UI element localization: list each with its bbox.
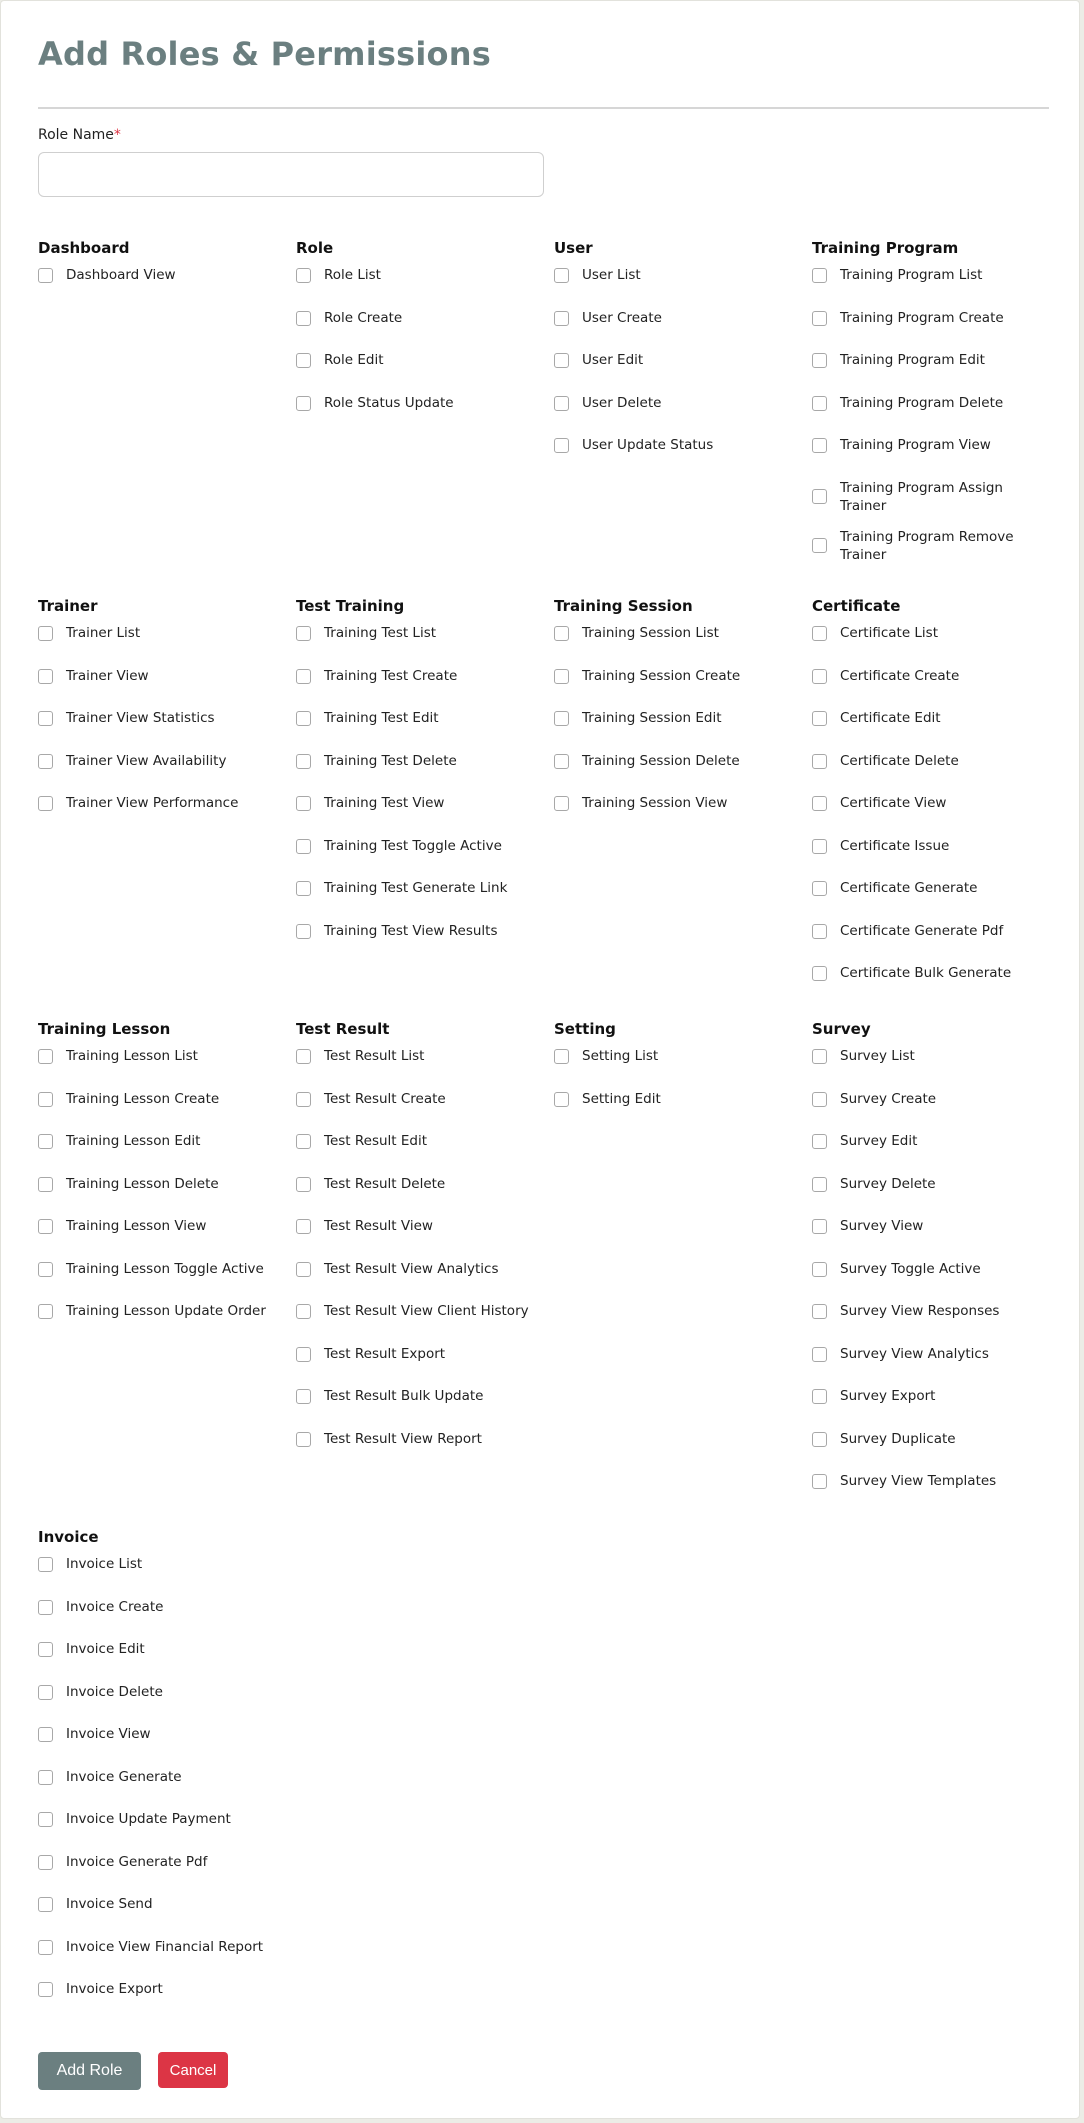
permission-item-test-result-delete[interactable]: [296, 1175, 546, 1193]
permission-item-survey-toggle-active[interactable]: [812, 1260, 1062, 1278]
permission-checkbox[interactable]: [38, 1177, 53, 1192]
permission-label: Role Status Update: [324, 394, 454, 411]
group-title: Invoice: [38, 1528, 99, 1546]
permission-item-invoice-view-financial-report[interactable]: [38, 1938, 288, 1956]
permission-checkbox[interactable]: [296, 311, 311, 326]
permission-checkbox[interactable]: [38, 796, 53, 811]
permission-item-setting-list[interactable]: [554, 1047, 804, 1065]
permission-label: Training Session Edit: [582, 710, 722, 726]
permission-label: Training Lesson View: [66, 1218, 207, 1234]
page-title: Add Roles & Permissions: [38, 35, 491, 73]
permission-label: Test Result Edit: [324, 1133, 428, 1149]
permission-item-certificate-edit[interactable]: [812, 709, 1062, 727]
permission-label: Training Lesson Toggle Active: [66, 1260, 264, 1277]
permission-item-invoice-export[interactable]: [38, 1980, 288, 1998]
permission-label: Dashboard View: [66, 267, 176, 283]
role-name-input[interactable]: [38, 152, 544, 197]
permission-checkbox[interactable]: [296, 711, 311, 726]
group-title: Training Lesson: [38, 1020, 171, 1038]
permission-item-test-result-view-client-history[interactable]: [296, 1302, 546, 1320]
permission-label: Invoice Update Payment: [66, 1811, 231, 1827]
permission-label: Invoice Export: [66, 1981, 163, 1997]
permission-checkbox[interactable]: [296, 396, 311, 411]
permission-item-training-lesson-list[interactable]: [38, 1047, 288, 1065]
permission-item-training-lesson-toggle-active[interactable]: [38, 1260, 288, 1278]
permission-label: Role Create: [324, 309, 403, 326]
permission-item-training-lesson-edit[interactable]: [38, 1132, 288, 1150]
permission-label: Training Test Create: [324, 667, 458, 684]
permission-checkbox[interactable]: [296, 1262, 311, 1277]
permission-checkbox[interactable]: [812, 311, 827, 326]
permission-label: Certificate View: [840, 795, 947, 811]
permission-item-test-result-edit[interactable]: [296, 1132, 546, 1150]
permission-item-training-program-remove-trainer[interactable]: [812, 528, 1062, 564]
permission-group-invoice: [38, 1528, 288, 1997]
permission-label: Training Program Edit: [840, 352, 985, 368]
permission-label: Survey Duplicate: [840, 1430, 956, 1447]
permission-item-survey-duplicate[interactable]: [812, 1430, 1062, 1448]
permission-label: Training Test View Results: [324, 922, 498, 939]
permission-item-training-session-create[interactable]: [554, 667, 804, 685]
permission-checkbox[interactable]: [38, 1092, 53, 1107]
permission-item-training-program-assign-trainer[interactable]: [812, 479, 1062, 515]
permission-label: Survey View Responses: [840, 1303, 1000, 1319]
permission-item-training-lesson-delete[interactable]: [38, 1175, 288, 1193]
permission-item-survey-view-responses[interactable]: [812, 1302, 1062, 1320]
permission-checkbox[interactable]: [38, 669, 53, 684]
permission-item-setting-edit[interactable]: [554, 1090, 804, 1108]
permission-item-certificate-generate[interactable]: [812, 879, 1062, 897]
permission-item-user-edit[interactable]: [554, 351, 804, 369]
permission-label: Training Test List: [324, 625, 437, 641]
permission-label: Survey View: [840, 1218, 924, 1234]
group-title: Training Session: [554, 597, 693, 615]
group-title: Dashboard: [38, 239, 130, 257]
permission-label: Survey View Templates: [840, 1473, 997, 1489]
permission-item-training-program-list[interactable]: [812, 266, 1062, 284]
permission-item-invoice-generate[interactable]: [38, 1768, 288, 1786]
permission-group-training-session: [554, 597, 804, 811]
permission-label: Certificate Generate Pdf: [840, 922, 1004, 939]
permission-label: Training Lesson List: [66, 1048, 198, 1064]
permission-item-user-delete[interactable]: [554, 394, 804, 412]
permission-label: Training Program Delete: [840, 394, 1004, 411]
permission-checkbox[interactable]: [554, 669, 569, 684]
permission-item-training-program-view[interactable]: [812, 436, 1062, 454]
permission-checkbox[interactable]: [38, 1940, 53, 1955]
permission-item-invoice-generate-pdf[interactable]: [38, 1853, 288, 1871]
permission-item-test-result-create[interactable]: [296, 1090, 546, 1108]
permission-checkbox[interactable]: [296, 1134, 311, 1149]
permission-checkbox[interactable]: [296, 1432, 311, 1447]
permission-checkbox[interactable]: [812, 754, 827, 769]
permission-label: Invoice View Financial Report: [66, 1938, 264, 1955]
permission-item-survey-create[interactable]: [812, 1090, 1062, 1108]
permission-checkbox[interactable]: [296, 626, 311, 641]
permission-item-training-test-toggle-active[interactable]: [296, 837, 546, 855]
permission-item-invoice-edit[interactable]: [38, 1640, 288, 1658]
permission-item-training-session-edit[interactable]: [554, 709, 804, 727]
permission-label: Training Session View: [582, 795, 728, 811]
permission-checkbox[interactable]: [812, 438, 827, 453]
permission-checkbox[interactable]: [812, 396, 827, 411]
permission-checkbox[interactable]: [554, 268, 569, 283]
permission-item-training-session-delete[interactable]: [554, 752, 804, 770]
permission-label: Training Program List: [840, 267, 983, 283]
permission-checkbox[interactable]: [812, 1262, 827, 1277]
permission-item-invoice-list[interactable]: [38, 1555, 288, 1573]
permission-label: Survey View Analytics: [840, 1345, 989, 1362]
permission-label: User Update Status: [582, 437, 714, 453]
permission-checkbox[interactable]: [38, 1134, 53, 1149]
group-title: Test Training: [296, 597, 405, 615]
group-title: Survey: [812, 1020, 871, 1038]
permission-item-invoice-send[interactable]: [38, 1895, 288, 1913]
permission-checkbox[interactable]: [38, 1049, 53, 1064]
role-name-label: [38, 127, 121, 143]
permission-checkbox[interactable]: [296, 796, 311, 811]
permission-checkbox[interactable]: [38, 1600, 53, 1615]
permission-item-training-test-edit[interactable]: [296, 709, 546, 727]
permission-item-survey-view-templates[interactable]: [812, 1472, 1062, 1490]
permission-checkbox[interactable]: [812, 538, 827, 553]
permission-item-trainer-view-performance[interactable]: [38, 794, 288, 812]
permission-item-survey-view[interactable]: [812, 1217, 1062, 1235]
permission-checkbox[interactable]: [296, 669, 311, 684]
permission-checkbox[interactable]: [812, 924, 827, 939]
permission-checkbox[interactable]: [812, 796, 827, 811]
permission-checkbox[interactable]: [296, 1347, 311, 1362]
permission-checkbox[interactable]: [554, 396, 569, 411]
permission-group-test-training: [296, 597, 546, 939]
permission-checkbox[interactable]: [296, 754, 311, 769]
permission-label: Trainer View Statistics: [66, 710, 215, 726]
permission-label: Training Lesson Edit: [66, 1133, 201, 1149]
permission-checkbox[interactable]: [38, 1642, 53, 1657]
permission-checkbox[interactable]: [812, 626, 827, 641]
permission-label: Invoice Send: [66, 1896, 153, 1912]
permission-item-survey-edit[interactable]: [812, 1132, 1062, 1150]
permission-label: Survey Toggle Active: [840, 1260, 981, 1277]
permission-item-certificate-generate-pdf[interactable]: [812, 922, 1062, 940]
permission-group-role: [296, 239, 546, 411]
permission-label: Test Result List: [324, 1048, 425, 1064]
permission-item-training-test-list[interactable]: [296, 624, 546, 642]
permission-label: User Edit: [582, 352, 644, 368]
permission-checkbox[interactable]: [812, 268, 827, 283]
permission-group-setting: [554, 1020, 804, 1107]
permission-item-role-status-update[interactable]: [296, 394, 546, 412]
permission-label: Training Program Remove Trainer: [840, 529, 1014, 563]
permission-label: Trainer View Performance: [66, 795, 239, 811]
permission-checkbox[interactable]: [812, 489, 827, 504]
permission-group-survey: [812, 1020, 1062, 1489]
permission-checkbox[interactable]: [296, 1219, 311, 1234]
group-title: Setting: [554, 1020, 616, 1038]
permission-label: Invoice View: [66, 1726, 151, 1742]
permission-item-training-lesson-create[interactable]: [38, 1090, 288, 1108]
permission-label: Certificate Issue: [840, 837, 950, 854]
permission-checkbox[interactable]: [38, 711, 53, 726]
permission-label: Survey List: [840, 1048, 915, 1064]
permission-checkbox[interactable]: [296, 1389, 311, 1404]
permission-label: Invoice Delete: [66, 1683, 163, 1700]
permission-label: Training Session Create: [582, 667, 741, 684]
permission-checkbox[interactable]: [812, 966, 827, 981]
permission-label: Trainer List: [66, 625, 141, 641]
permission-checkbox[interactable]: [812, 1389, 827, 1404]
permission-checkbox[interactable]: [812, 669, 827, 684]
permission-item-training-program-delete[interactable]: [812, 394, 1062, 412]
permission-label: User List: [582, 267, 641, 283]
permission-checkbox[interactable]: [296, 1304, 311, 1319]
permission-checkbox[interactable]: [812, 1219, 827, 1234]
permission-item-survey-list[interactable]: [812, 1047, 1062, 1065]
permission-checkbox[interactable]: [812, 1474, 827, 1489]
permission-item-trainer-view-statistics[interactable]: [38, 709, 288, 727]
permission-item-trainer-view[interactable]: [38, 667, 288, 685]
permission-item-trainer-list[interactable]: [38, 624, 288, 642]
permission-item-training-lesson-update-order[interactable]: [38, 1302, 288, 1320]
permission-checkbox[interactable]: [812, 839, 827, 854]
permission-group-trainer: [38, 597, 288, 811]
permission-checkbox[interactable]: [812, 881, 827, 896]
permission-label: Training Lesson Delete: [66, 1175, 219, 1192]
permission-item-training-test-generate-link[interactable]: [296, 879, 546, 897]
permission-checkbox[interactable]: [812, 353, 827, 368]
permission-label: Training Test View: [324, 795, 445, 811]
permission-checkbox[interactable]: [812, 1177, 827, 1192]
permission-label: Test Result View: [324, 1218, 433, 1234]
permission-label: Certificate Generate: [840, 880, 978, 896]
permission-item-training-program-create[interactable]: [812, 309, 1062, 327]
permission-item-dashboard-view[interactable]: [38, 266, 288, 284]
group-title: Test Result: [296, 1020, 390, 1038]
permission-checkbox[interactable]: [38, 1219, 53, 1234]
permission-label: Role List: [324, 267, 381, 283]
permission-group-test-result: [296, 1020, 546, 1447]
permission-label: Training Test Generate Link: [324, 880, 508, 896]
permission-checkbox[interactable]: [296, 353, 311, 368]
permission-label: Certificate Create: [840, 667, 960, 684]
permission-item-survey-view-analytics[interactable]: [812, 1345, 1062, 1363]
permission-item-role-edit[interactable]: [296, 351, 546, 369]
permission-checkbox[interactable]: [554, 438, 569, 453]
permission-item-test-result-bulk-update[interactable]: [296, 1387, 546, 1405]
permission-label: Test Result Create: [324, 1090, 446, 1107]
permission-item-certificate-create[interactable]: [812, 667, 1062, 685]
permission-label: Training Test Edit: [324, 710, 439, 726]
permission-checkbox[interactable]: [812, 1134, 827, 1149]
permission-checkbox[interactable]: [38, 1685, 53, 1700]
permission-item-training-test-delete[interactable]: [296, 752, 546, 770]
permission-checkbox[interactable]: [38, 1812, 53, 1827]
permission-checkbox[interactable]: [554, 626, 569, 641]
group-title: User: [554, 239, 593, 257]
permission-checkbox[interactable]: [38, 626, 53, 641]
permission-checkbox[interactable]: [38, 1855, 53, 1870]
permission-label: Certificate Delete: [840, 752, 959, 769]
permission-checkbox[interactable]: [38, 268, 53, 283]
permission-checkbox[interactable]: [554, 711, 569, 726]
add-role-button[interactable]: Add Role: [38, 2052, 141, 2090]
permission-checkbox[interactable]: [296, 924, 311, 939]
permission-checkbox[interactable]: [38, 754, 53, 769]
permission-item-user-list[interactable]: [554, 266, 804, 284]
permission-label: Role Edit: [324, 352, 384, 368]
permission-checkbox[interactable]: [554, 353, 569, 368]
permission-checkbox[interactable]: [296, 1177, 311, 1192]
permission-item-training-session-list[interactable]: [554, 624, 804, 642]
permission-item-user-create[interactable]: [554, 309, 804, 327]
permission-label: Test Result View Analytics: [324, 1260, 499, 1277]
permission-item-invoice-delete[interactable]: [38, 1683, 288, 1701]
permission-label: Trainer View Availability: [66, 752, 227, 769]
permission-item-training-test-view[interactable]: [296, 794, 546, 812]
permission-item-training-session-view[interactable]: [554, 794, 804, 812]
permission-label: Survey Edit: [840, 1133, 918, 1149]
permission-label: Training Lesson Update Order: [66, 1303, 266, 1319]
permission-label: Training Program Create: [840, 309, 1004, 326]
header-divider: [38, 107, 1049, 109]
permission-group-training-lesson: [38, 1020, 288, 1319]
permission-label: Setting Edit: [582, 1090, 661, 1107]
permission-item-invoice-update-payment[interactable]: [38, 1810, 288, 1828]
permission-item-test-result-view[interactable]: [296, 1217, 546, 1235]
permission-group-dashboard: [38, 239, 288, 283]
permission-checkbox[interactable]: [38, 1727, 53, 1742]
permission-checkbox[interactable]: [812, 1092, 827, 1107]
group-title: Certificate: [812, 597, 901, 615]
permission-item-test-result-view-analytics[interactable]: [296, 1260, 546, 1278]
permission-item-certificate-issue[interactable]: [812, 837, 1062, 855]
permission-item-training-test-create[interactable]: [296, 667, 546, 685]
permission-item-user-update-status[interactable]: [554, 436, 804, 454]
permission-label: Invoice Generate Pdf: [66, 1853, 208, 1870]
permission-checkbox[interactable]: [554, 1049, 569, 1064]
permission-label: Invoice Edit: [66, 1641, 145, 1657]
permission-checkbox[interactable]: [812, 1432, 827, 1447]
permission-item-invoice-create[interactable]: [38, 1598, 288, 1616]
permission-label: Test Result Export: [324, 1345, 446, 1362]
permission-item-test-result-export[interactable]: [296, 1345, 546, 1363]
permission-label: Training Program Assign Trainer: [840, 479, 1003, 514]
permission-item-invoice-view[interactable]: [38, 1725, 288, 1743]
permission-label: Setting List: [582, 1048, 659, 1064]
permission-item-role-list[interactable]: [296, 266, 546, 284]
permission-item-trainer-view-availability[interactable]: [38, 752, 288, 770]
permission-checkbox[interactable]: [38, 1770, 53, 1785]
permission-label: Certificate Bulk Generate: [840, 965, 1012, 981]
permission-label: User Create: [582, 309, 662, 326]
cancel-button[interactable]: Cancel: [158, 2052, 228, 2088]
permission-label: Training Lesson Create: [66, 1090, 220, 1107]
permission-label: Test Result Bulk Update: [324, 1388, 484, 1404]
permission-label: Certificate List: [840, 625, 939, 641]
permission-label: Training Program View: [840, 437, 991, 453]
permission-checkbox[interactable]: [38, 1982, 53, 1997]
permission-label: Certificate Edit: [840, 710, 941, 726]
permission-label: Invoice Create: [66, 1598, 164, 1615]
permission-checkbox[interactable]: [296, 839, 311, 854]
permission-checkbox[interactable]: [554, 754, 569, 769]
permission-checkbox[interactable]: [554, 1092, 569, 1107]
permission-item-training-program-edit[interactable]: [812, 351, 1062, 369]
permission-checkbox[interactable]: [554, 796, 569, 811]
permission-label: Survey Create: [840, 1090, 937, 1107]
permission-label: User Delete: [582, 394, 662, 411]
permission-item-training-test-view-results[interactable]: [296, 922, 546, 940]
permission-item-certificate-view[interactable]: [812, 794, 1062, 812]
permission-checkbox[interactable]: [38, 1304, 53, 1319]
role-name-label-text: Role Name: [38, 127, 114, 143]
permission-checkbox[interactable]: [38, 1897, 53, 1912]
permission-label: Invoice List: [66, 1556, 143, 1572]
group-title: Training Program: [812, 239, 959, 257]
permission-label: Survey Export: [840, 1388, 936, 1404]
permission-item-certificate-delete[interactable]: [812, 752, 1062, 770]
permission-label: Survey Delete: [840, 1175, 936, 1192]
permission-item-test-result-list[interactable]: [296, 1047, 546, 1065]
permission-label: Training Session List: [582, 625, 719, 641]
permission-item-survey-delete[interactable]: [812, 1175, 1062, 1193]
permission-label: Training Session Delete: [582, 752, 740, 769]
permission-label: Test Result View Report: [324, 1430, 482, 1447]
permission-label: Test Result View Client History: [324, 1303, 529, 1319]
permission-label: Training Test Toggle Active: [324, 837, 502, 854]
required-marker: *: [113, 127, 121, 143]
permission-item-certificate-list[interactable]: [812, 624, 1062, 642]
permission-group-training-program: [812, 239, 1062, 563]
permission-label: Training Test Delete: [324, 752, 457, 769]
permission-checkbox[interactable]: [38, 1262, 53, 1277]
permission-item-role-create[interactable]: [296, 309, 546, 327]
permission-checkbox[interactable]: [296, 1092, 311, 1107]
permission-group-certificate: [812, 597, 1062, 981]
permission-label: Test Result Delete: [324, 1175, 446, 1192]
permission-checkbox[interactable]: [812, 1049, 827, 1064]
permission-item-training-lesson-view[interactable]: [38, 1217, 288, 1235]
permission-checkbox[interactable]: [812, 711, 827, 726]
permission-label: Trainer View: [66, 667, 149, 684]
group-title: Trainer: [38, 597, 98, 615]
permission-checkbox[interactable]: [812, 1304, 827, 1319]
permission-item-test-result-view-report[interactable]: [296, 1430, 546, 1448]
permission-checkbox[interactable]: [296, 1049, 311, 1064]
group-title: Role: [296, 239, 334, 257]
permission-group-user: [554, 239, 804, 453]
permission-checkbox[interactable]: [554, 311, 569, 326]
permission-checkbox[interactable]: [296, 881, 311, 896]
permission-checkbox[interactable]: [38, 1557, 53, 1572]
permission-checkbox[interactable]: [296, 268, 311, 283]
permission-item-survey-export[interactable]: [812, 1387, 1062, 1405]
permission-label: Invoice Generate: [66, 1768, 182, 1785]
permission-item-certificate-bulk-generate[interactable]: [812, 964, 1062, 982]
permission-checkbox[interactable]: [812, 1347, 827, 1362]
